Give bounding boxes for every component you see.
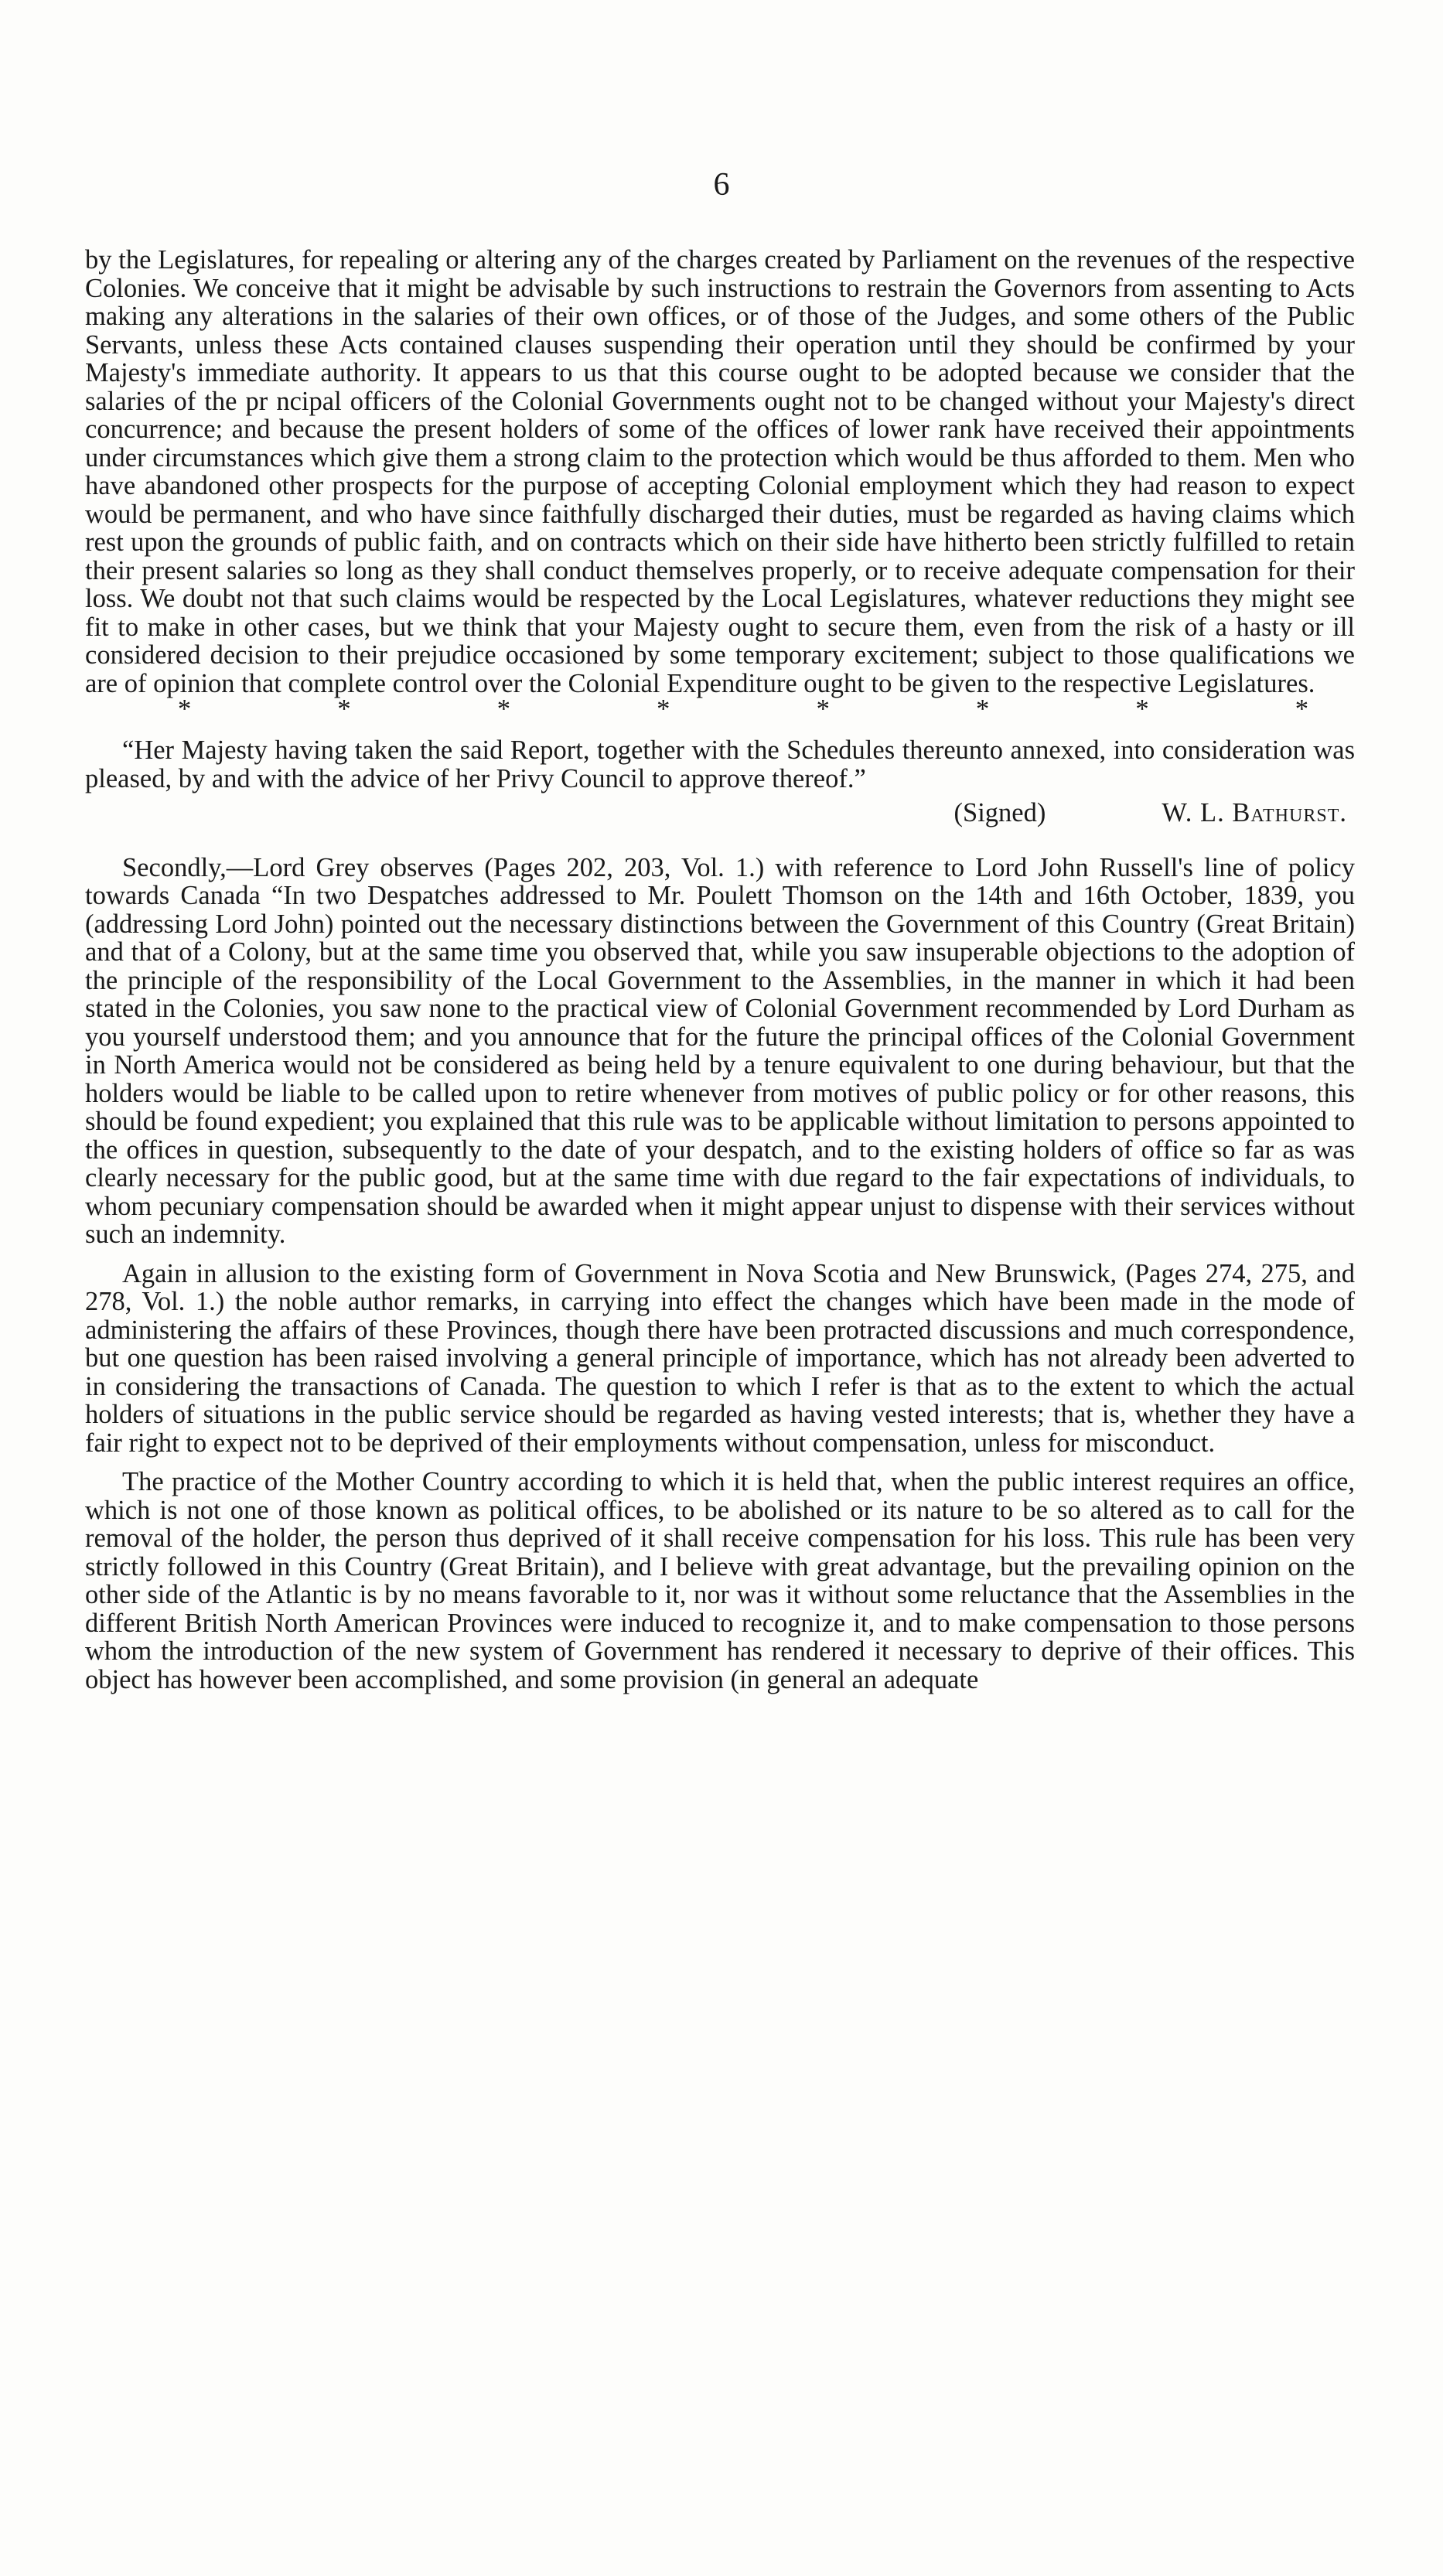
paragraph-nova-scotia: Again in allusion to the existing form of Government in Nova Scotia and New Brunswick, (Pages 274, 275, and 278, Vol. 1.) the noble author remarks, in carrying into effect the changes which have been made in the mode of administering the affairs of these Provinces, though there have been protracted discussions and much correspondence, but one question has been raised involving a general principle of importance, which has not already been adverted to in considering the transactions of Canada. The question to which I refer is that as to the extent to which the actual holders of situations in the public service should be regarded as having vested interests; that is, whether they have a fair right to expect not to be deprived of their employments without compensation, unless for misconduct. (85, 1258, 1355, 1458)
paragraph-mother-country: The practice of the Mother Country according to which it is held that, when the public interest requires an office, which is not one of those known as political offices, to be abolished or its nature to be so altered as to call for the removal of the holder, the person thus deprived of it shall receive compensation for his loss. This rule has been very strictly followed in this Country (Great Britain), and I believe with great advantage, but the prevailing opinion on the other side of the Atlantic is by no means favorable to it, nor was it without some reluctance that the Assemblies in the different British North American Provinces were induced to recognize it, and to make compensation to those persons whom the introduction of the new system of Government has rendered it necessary to deprive of their offices. This object has however been accomplished, and some provision (in general an adequate (85, 1467, 1355, 1694)
paragraph-continuation: by the Legislatures, for repealing or altering any of the charges created by Parliament on the revenues of the respective Colonies. We conceive that it might be advisable by such instructions to restrain the Governors from assenting to Acts making any alterations in the salaries of their own offices, or of those of the Judges, and some others of the Public Servants, unless these Acts contained clauses suspending their operation until they should be confirmed by your Majesty's immediate authority. It appears to us that this course ought to be adopted because we consider that the salaries of the pr ncipal officers of the Colonial Governments ought not to be changed without your Majesty's direct concurrence; and because the present holders of some of the offices of lower rank have received their appointments under circumstances which give them a strong claim to the protection which would be thus afforded to them. Men who have abandoned other prospects for the purpose of accepting Colonial employment which they had reason to expect would be permanent, and who have since faithfully discharged their duties, must be regarded as having claims which rest upon the grounds of public faith, and on contracts which on their side have hitherto been strictly fulfilled to retain their present salaries so long as they shall conduct themselves properly, or to receive adequate compensation for their loss. We doubt not that such claims would be respected by the Local Legislatures, whatever reductions they might see fit to make in other cases, but we think that your Majesty ought to secure them, even from the risk of a hasty or ill considered decision to their prejudice occasioned by some temporary excitement; subject to those qualifications we are of opinion that complete control over the Colonial Expenditure ought to be given to the respective Legislatures. (85, 245, 1355, 698)
signature-line (85, 799, 1355, 827)
signed-label: (Signed) (953, 798, 1046, 827)
page-number: 6 (713, 167, 730, 203)
asterisk: * (1135, 694, 1149, 724)
section-break-asterisks (85, 694, 1355, 724)
asterisk: * (657, 694, 670, 724)
paragraph-secondly: Secondly,—Lord Grey observes (Pages 202, 203, Vol. 1.) with reference to Lord John Russell's line of policy towards Canada “In two Despatches addressed to Mr. Poulett Thomson on the 14th and 16th October, 1839, you (addressing Lord John) pointed out the necessary distinctions between the Government of this Country (Great Britain) and that of a Colony, but at the same time you observed that, while you saw insuperable objections to the adoption of the principle of the responsibility of the Local Government to the Assemblies, in the manner in which it had been stated in the Colonies, you saw none to the practical view of Colonial Government recommended by Lord Durham as you yourself understood them; and you announce that for the future the principal offices of the Colonial Government in North America would not be considered as being held by a tenure equivalent to one during behaviour, but that the holders would be liable to be called upon to retire whenever from motives of public policy or for other reasons, this should be found expedient; you explained that this rule was to be applicable without limitation to persons appointed to the offices in question, subsequently to the date of your despatch, and to the existing holders of office so far as was clearly necessary for the public good, but at the same time with due regard to the fair expectations of individuals, to whom pecuniary compensation should be awarded when it might appear unjust to dispense with their services without such an indemnity. (85, 852, 1355, 1249)
asterisk: * (1295, 694, 1308, 724)
asterisk: * (496, 694, 511, 724)
order-in-council-quote: “Her Majesty having taken the said Report, together with the Schedules thereunto annexed, into consideration was pleased, by and with the advice of her Privy Council to approve thereof.” (85, 735, 1355, 793)
signatory-name: W. L. Bathurst. (1162, 798, 1347, 827)
asterisk: * (975, 694, 990, 724)
asterisk: * (337, 694, 351, 724)
document-body (85, 246, 1355, 1704)
asterisk: * (178, 694, 192, 724)
asterisk: * (816, 694, 830, 724)
